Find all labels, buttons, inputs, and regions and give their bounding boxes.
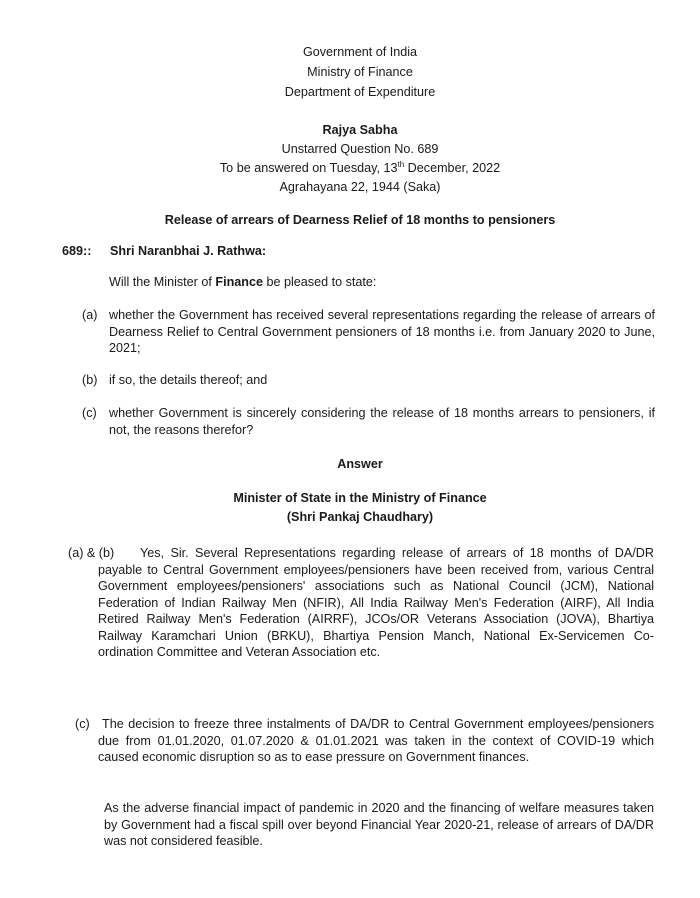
- question-part-text: whether the Government has received several representations regarding the release of arrears of Dearness Relief to Central Government pensioners of 18 months i.e. from January 2020 to June, 2021;: [109, 308, 655, 355]
- answer-date: To be answered on Tuesday, 13th December, 2022: [219, 159, 501, 175]
- department-heading: Department of Expenditure: [284, 85, 436, 99]
- government-heading: Government of India: [302, 45, 418, 59]
- answer-part-text: Yes, Sir. Several Representations regarding release of arrears of 18 months of DA/DR payable to Central Government employees/pensioners have been received from, various Central Government employees/pensioners' associations such as National Council (JCM), National Federation of Indian Railway Men (NFIR), All India Railway Men's Federation (AIRF), All India Retired Railway Men's Federation (AIRRF), JCOs/OR Veterans Association (JOVA), Bhartiya Railway Karamchari Union (BRKU), Bhartiya Pension Manch, National Ex-Servicemen Co-ordination Committee and Veteran Association etc.: [98, 546, 654, 659]
- answer-heading: Answer: [337, 457, 383, 471]
- minister-title: Minister of State in the Ministry of Finance: [233, 491, 487, 505]
- question-number: Unstarred Question No. 689: [281, 142, 439, 156]
- question-number-label: 689::: [62, 244, 92, 258]
- closing-paragraph: As the adverse financial impact of pandemic in 2020 and the financing of welfare measures taken by Government had a fiscal spill over beyond Financial Year 2020-21, release of arrears of DA/DR was not considered feasible.: [104, 801, 654, 848]
- question-intro: Will the Minister of Finance be pleased to state:: [109, 275, 377, 289]
- house-name: Rajya Sabha: [322, 123, 398, 137]
- question-part-label: (b): [82, 373, 98, 387]
- saka-date: Agrahayana 22, 1944 (Saka): [279, 180, 441, 194]
- minister-name: (Shri Pankaj Chaudhary): [286, 510, 434, 524]
- ministry-heading: Ministry of Finance: [307, 65, 413, 79]
- answer-part-label: (c): [75, 717, 90, 731]
- answer-part-text: The decision to freeze three instalments of DA/DR to Central Government employees/pensioners due from 01.01.2020, 01.07.2020 & 01.01.2021 was taken in the context of COVID-19 which caused economic disruption so as to ease pressure on Government finances.: [98, 717, 654, 764]
- member-name: Shri Naranbhai J. Rathwa:: [110, 244, 267, 258]
- answer-part-label: (a) & (b): [68, 546, 115, 560]
- question-part-text: if so, the details thereof; and: [109, 373, 268, 387]
- subject-line: Release of arrears of Dearness Relief of 18 months to pensioners: [164, 213, 556, 227]
- question-part-text: whether Government is sincerely considering the release of 18 months arrears to pensioners, if not, the reasons therefor?: [109, 406, 655, 437]
- question-part-label: (a): [82, 308, 98, 322]
- question-part-label: (c): [82, 406, 97, 420]
